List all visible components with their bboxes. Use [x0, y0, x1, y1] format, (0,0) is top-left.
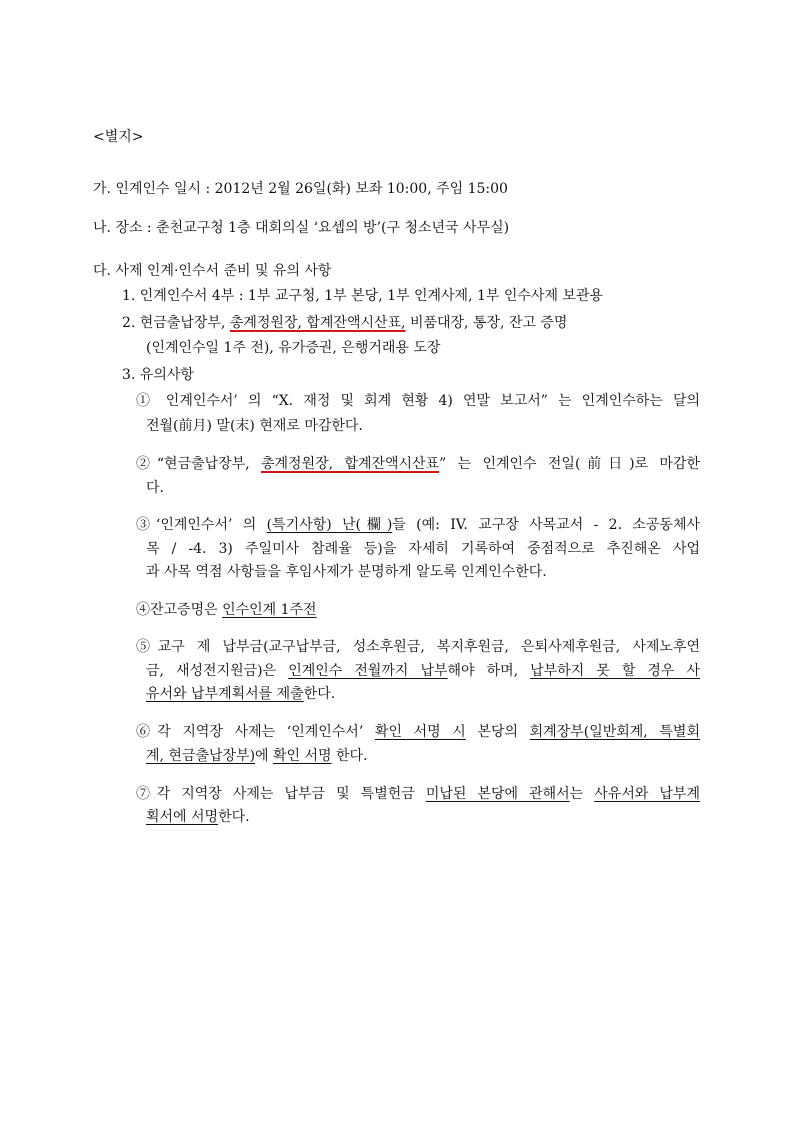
note-5-text: 금, 새성전지원금)은: [146, 663, 289, 679]
note-3-line-3: 과 사목 역점 사항들을 후임사제가 분명하게 알도록 인계인수한다.: [146, 564, 547, 580]
note-5-underlined-3: 유서와 납부계획서를 제출: [146, 686, 304, 702]
note-3-line-1: [136, 516, 700, 534]
note-5-underlined-1: 인계인수 전월까지 납부: [288, 663, 448, 679]
note-6-line-2: [146, 747, 368, 765]
note-6-text: ⑥각 지역장 사제는 ‘인계인수서’: [136, 724, 375, 740]
item-2-underlined: 총계정원장, 합계잔액시산표,: [229, 315, 406, 331]
item-2-line-2: (인계인수일 1주 전), 유가증권, 은행거래용 도장: [146, 340, 441, 356]
note-7-line-2: [146, 808, 250, 826]
note-6-underlined-3: 계, 현금출납장부): [146, 748, 256, 764]
note-6-underlined-1: 확인 서명 시: [374, 724, 466, 740]
note-7-underlined-2: 사유서와 납부계: [594, 786, 700, 802]
note-3-text: ③‘인계인수서’ 의: [136, 517, 267, 533]
note-7-text-mid: 는: [569, 786, 595, 802]
note-6-text-end: 한다.: [331, 748, 368, 764]
note-4-text: ④잔고증명은: [136, 602, 223, 618]
note-1-line-2: 전월(前月) 말(末) 현재로 마감한다.: [146, 418, 363, 434]
note-3-underlined: (특기사항) 난(欄): [266, 517, 393, 533]
item-2-text: 2. 현금출납장부,: [122, 315, 230, 331]
note-4: [136, 601, 317, 619]
note-1-line-1: ① 인계인수서’ 의 “X. 재정 및 회계 현황 4) 연말 보고서” 는 인계인수하는 달의: [136, 393, 700, 409]
note-7-text: ⑦각 지역장 사제는 납부금 및 특별헌금: [136, 786, 426, 802]
note-6-underlined-4: 확인 서명: [273, 748, 332, 764]
note-3-text-end: 들 (예: IV. 교구장 사목교서 - 2. 소공동체사: [392, 517, 700, 533]
section-da: 다. 사제 인계·인수서 준비 및 유의 사항: [93, 263, 332, 279]
appendix-label: <별지>: [93, 129, 144, 145]
note-6-text-mid-2: 에: [255, 748, 274, 764]
note-5-underlined-2: 납부하지 못 할 경우 사: [530, 663, 700, 679]
note-7-text-end: 한다.: [218, 809, 250, 825]
note-5-text-mid: 해야 하며,: [447, 663, 531, 679]
item-3: 3. 유의사항: [122, 367, 194, 383]
note-2-text: ②“현금출납장부,: [136, 456, 261, 472]
note-2-line-2: 다.: [146, 480, 164, 496]
note-7-line-1: [136, 785, 700, 803]
note-6-line-1: [136, 723, 700, 741]
note-6-underlined-2: 회계장부(일반회계, 특별회: [529, 724, 700, 740]
note-5-text-end: 한다.: [303, 686, 336, 702]
note-7-underlined-3: 획서에 서명: [146, 809, 219, 825]
note-3-line-2: 목 / -4. 3) 주일미사 참례율 등)을 자세히 기록하여 중점적으로 추진해온 사업: [146, 541, 700, 557]
note-6-text-mid: 본당의: [465, 724, 530, 740]
note-5-line-1: ⑤교구 제 납부금(교구납부금, 성소후원금, 복지후원금, 은퇴사제후원금, 사제노후연: [136, 639, 700, 655]
item-2-line-1: [122, 314, 567, 332]
item-1: 1. 인계인수서 4부 : 1부 교구청, 1부 본당, 1부 인계사제, 1부 인수사제 보관용: [122, 288, 603, 304]
note-2-line-1: [136, 455, 700, 473]
section-na: 나. 장소 : 춘천교구청 1층 대회의실 ‘요셉의 방’(구 청소년국 사무실): [93, 220, 510, 236]
item-2-text-end: 비품대장, 통장, 잔고 증명: [405, 315, 568, 331]
note-4-underlined: 인수인계 1주전: [222, 602, 317, 618]
note-7-underlined-1: 미납된 본당에 관해서: [425, 786, 570, 802]
note-2-underlined: 총계정원장, 합계잔액시산표: [261, 456, 440, 472]
section-ga: 가. 인계인수 일시 : 2012년 2월 26일(화) 보좌 10:00, 주임 15:00: [93, 181, 508, 197]
note-2-text-end: ” 는 인계인수 전일(前日)로 마감한: [439, 456, 700, 472]
note-5-line-2: [146, 662, 700, 680]
note-5-line-3: [146, 685, 335, 703]
